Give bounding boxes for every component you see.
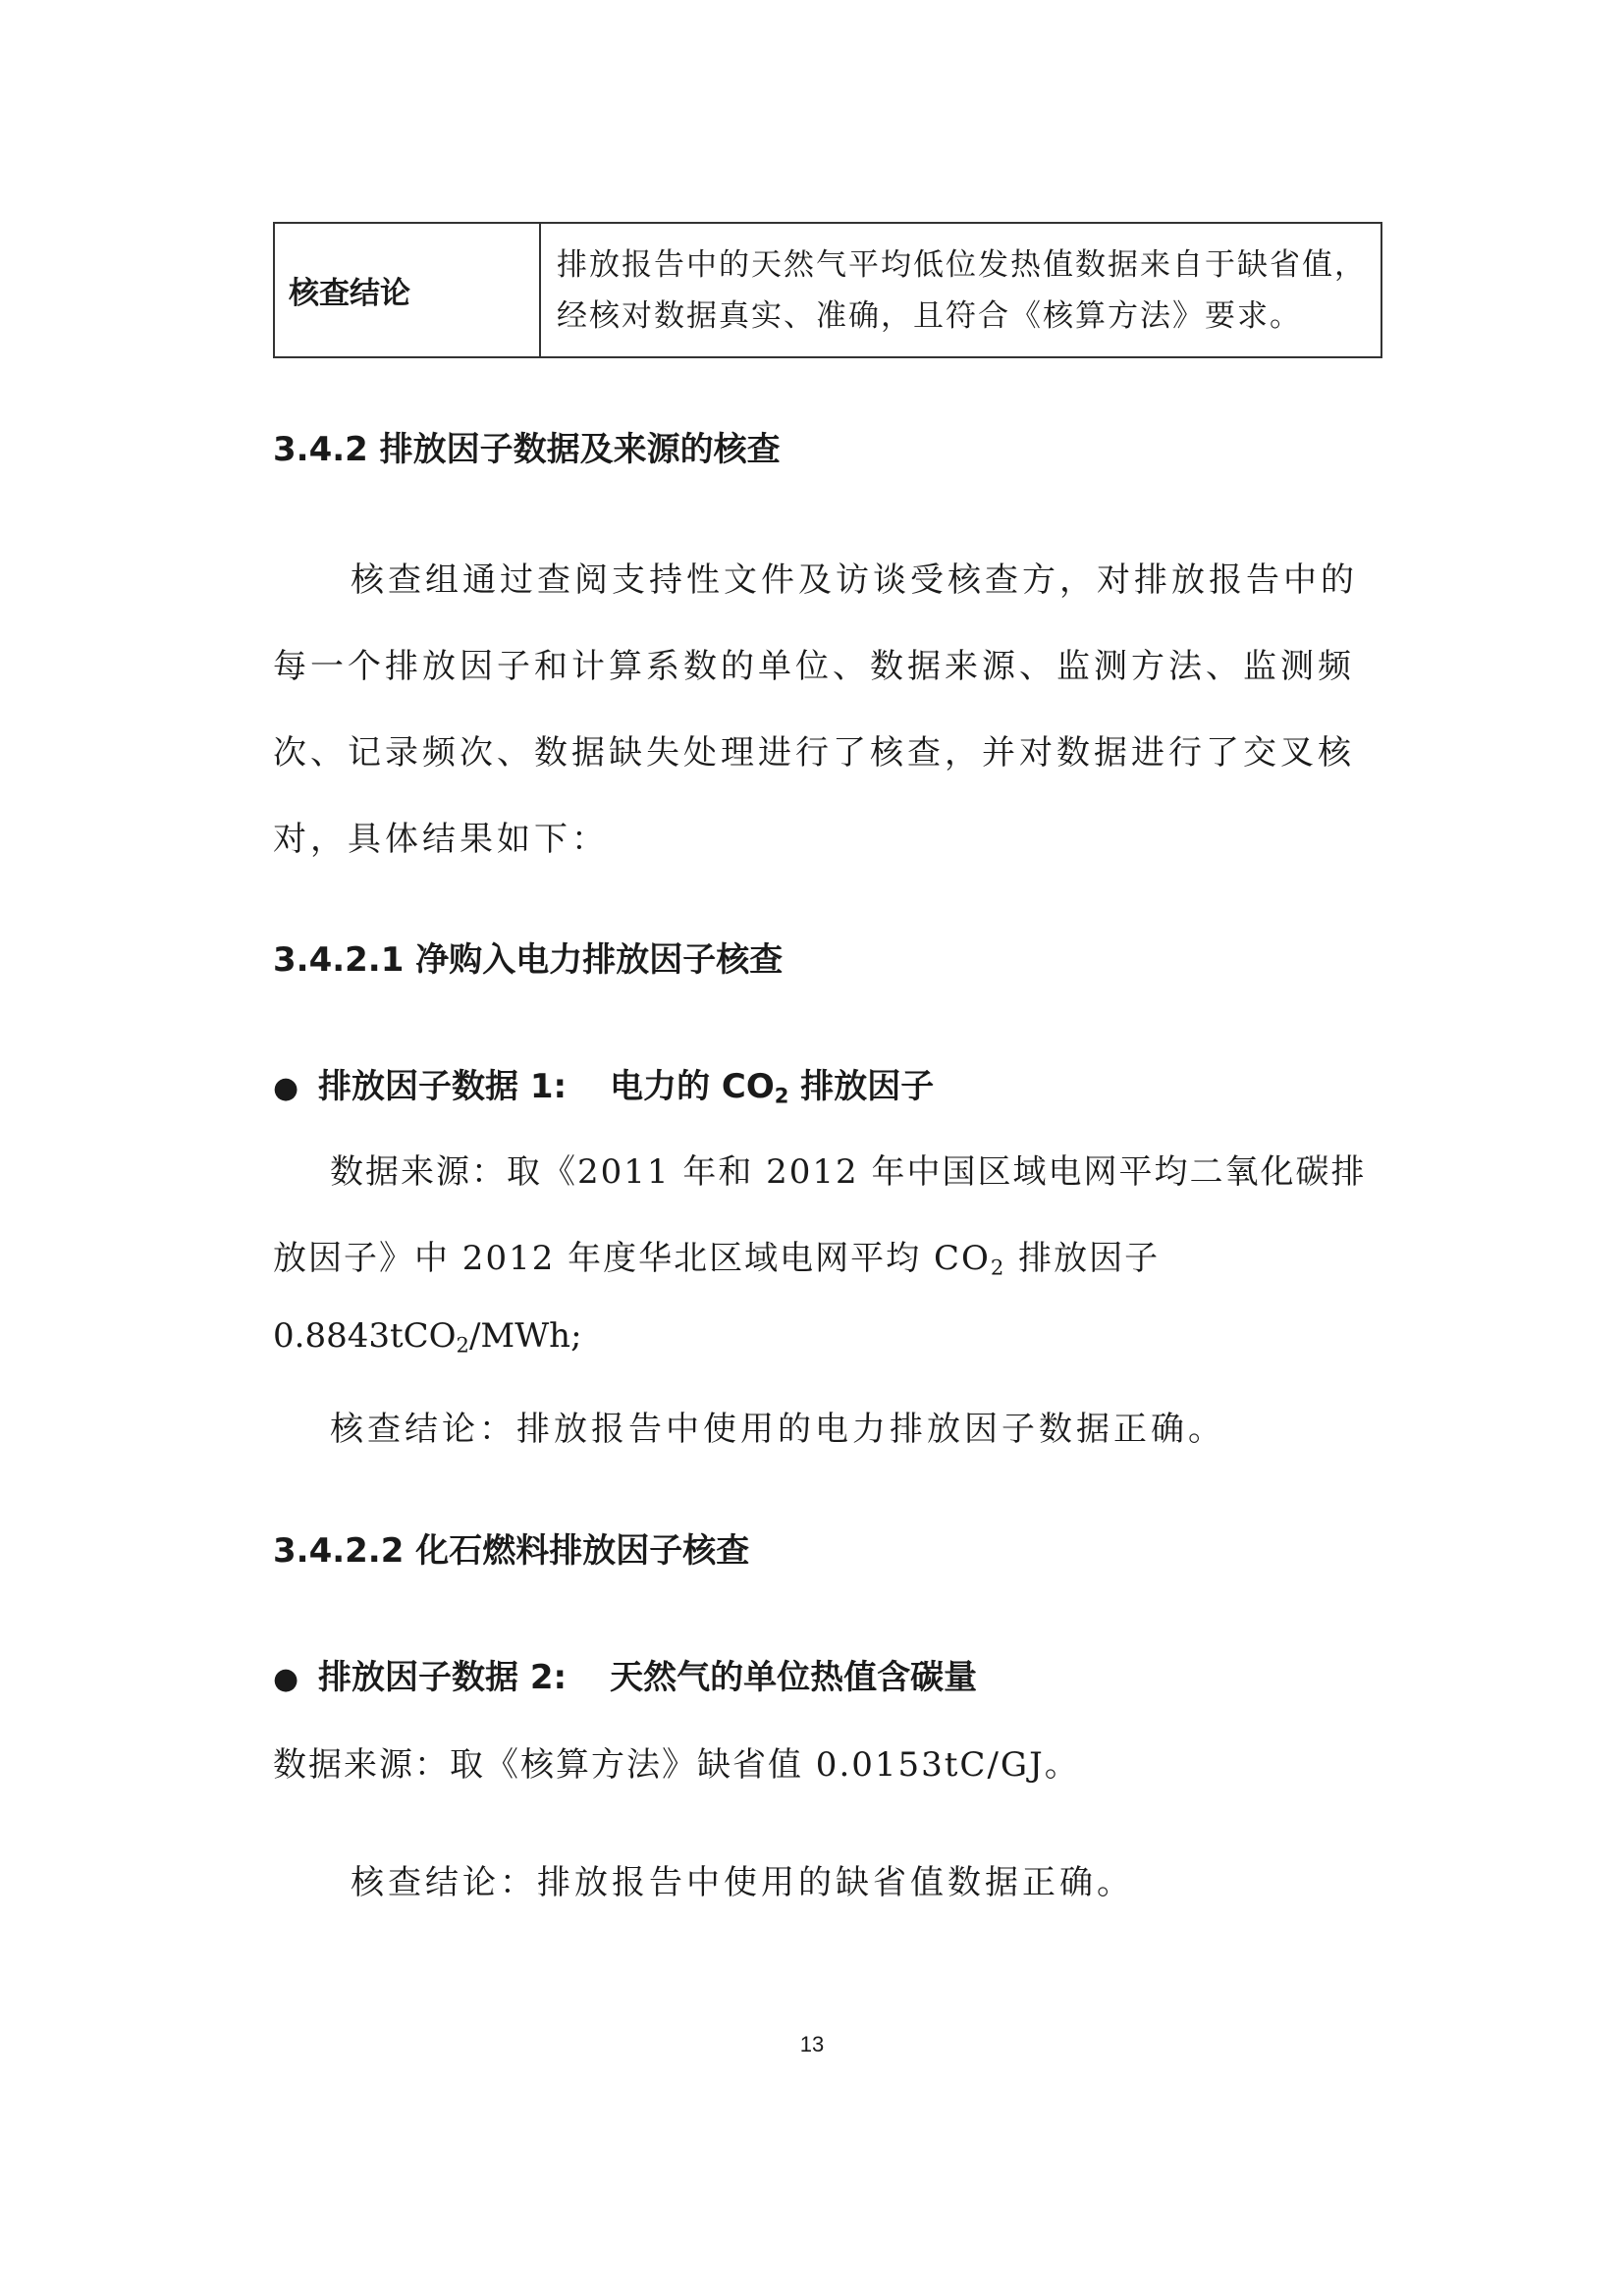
data-source-line: 数据来源：取《核算方法》缺省值 0.0153tC/GJ。 bbox=[273, 1745, 1080, 1785]
conclusion-line: 核查结论：排放报告中使用的电力排放因子数据正确。 bbox=[330, 1410, 1225, 1449]
section-heading-3-4-2: 3.4.2 排放因子数据及来源的核查 bbox=[273, 430, 781, 469]
conclusion-line: 核查结论：排放报告中使用的缺省值数据正确。 bbox=[351, 1863, 1134, 1902]
paragraph-line: 对，具体结果如下： bbox=[273, 820, 609, 859]
bullet-icon: ● bbox=[273, 1071, 299, 1105]
source-text-pre: 放因子》中 2012 年度华北区域电网平均 CO bbox=[273, 1239, 991, 1278]
bullet-label: 排放因子数据 1: bbox=[318, 1067, 568, 1106]
bullet-icon: ● bbox=[273, 1662, 299, 1696]
table-content-line: 排放报告中的天然气平均低位发热值数据来自于缺省值， bbox=[557, 246, 1367, 283]
table-content-cell bbox=[540, 223, 1381, 357]
value-subscript: 2 bbox=[456, 1332, 469, 1358]
page-number: 13 bbox=[799, 2032, 825, 2056]
value-post: /MWh; bbox=[468, 1316, 582, 1356]
bullet-item-emission-factor-2 bbox=[273, 1650, 977, 1698]
bullet-title-subscript: 2 bbox=[774, 1083, 789, 1108]
bullet-label: 排放因子数据 2: bbox=[318, 1658, 568, 1697]
section-heading-3-4-2-2: 3.4.2.2 化石燃料排放因子核查 bbox=[273, 1531, 750, 1571]
paragraph-line: 次、记录频次、数据缺失处理进行了核查，并对数据进行了交叉核 bbox=[273, 733, 1355, 773]
table-content-line: 经核对数据真实、准确，且符合《核算方法》要求。 bbox=[557, 297, 1302, 334]
table-row bbox=[274, 223, 1381, 357]
table-label-cell: 核查结论 bbox=[274, 223, 540, 357]
bullet-item-emission-factor-1 bbox=[273, 1059, 934, 1107]
value-pre: 0.8843tCO bbox=[273, 1316, 457, 1356]
source-text-post: 排放因子 bbox=[1005, 1239, 1161, 1278]
paragraph-line: 每一个排放因子和计算系数的单位、数据来源、监测方法、监测频 bbox=[273, 647, 1355, 686]
bullet-title-pre: 电力的 CO bbox=[610, 1067, 775, 1106]
paragraph-line: 核查组通过查阅支持性文件及访谈受核查方，对排放报告中的 bbox=[351, 561, 1358, 600]
section-heading-3-4-2-1: 3.4.2.1 净购入电力排放因子核查 bbox=[273, 940, 784, 980]
bullet-title: 天然气的单位热值含碳量 bbox=[610, 1658, 978, 1697]
emission-factor-value bbox=[273, 1316, 582, 1356]
verification-conclusion-table bbox=[273, 222, 1382, 358]
data-source-line bbox=[273, 1231, 1160, 1279]
bullet-title-post: 排放因子 bbox=[788, 1067, 935, 1106]
source-subscript: 2 bbox=[990, 1255, 1006, 1280]
data-source-line: 数据来源：取《2011 年和 2012 年中国区域电网平均二氧化碳排 bbox=[330, 1152, 1367, 1192]
